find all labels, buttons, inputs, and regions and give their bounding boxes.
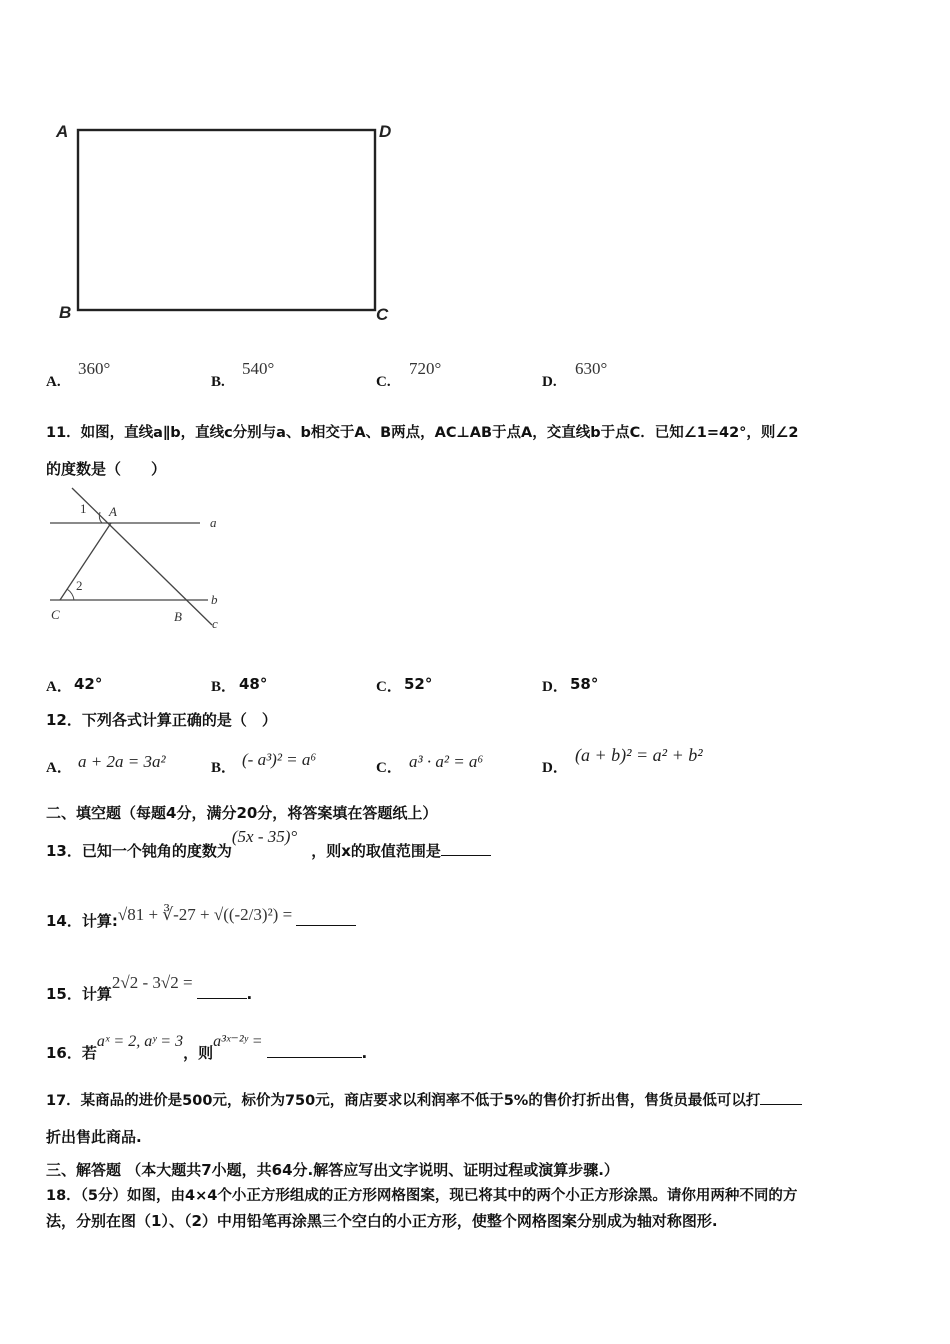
label-line-b: b [211, 592, 218, 607]
q13-prefix: 13．已知一个钝角的度数为 [46, 842, 232, 860]
label-line-c: c [212, 616, 218, 631]
section-3-title: 三、解答题 （本大题共7小题，共64分.解答应写出文字说明、证明过程或演算步骤.） [46, 1161, 619, 1179]
q10-option-b-letter: B. [211, 374, 225, 390]
q12-option-c-letter: C． [376, 760, 402, 776]
q15-prefix: 15．计算 [46, 985, 112, 1003]
parallel-lines-figure [40, 485, 240, 635]
q14-prefix: 14．计算: [46, 912, 118, 930]
label-point-c: C [51, 607, 60, 622]
q16-suffix: . [361, 1044, 368, 1062]
q11-option-b-value: 48° [239, 675, 268, 693]
q14-expr: √81 + ∛-27 + √((-2/3)²) = [117, 905, 293, 924]
q15-suffix: . [246, 985, 253, 1003]
q11-option-a-value: 42° [74, 675, 103, 693]
rectangle-figure [50, 115, 410, 330]
q11-option-b-letter: B． [211, 679, 237, 695]
q10-option-c-value: 720° [409, 359, 442, 378]
label-line-a: a [210, 515, 217, 530]
q16-answer-blank[interactable] [267, 1057, 362, 1058]
q16 [46, 1030, 368, 1062]
q10-option-d-value: 630° [575, 359, 608, 378]
q13-answer-blank[interactable] [441, 855, 491, 856]
q12-option-b-expr: (- a³)² = a⁶ [242, 750, 317, 769]
label-angle-1: 1 [80, 501, 87, 516]
q17-text-line1: 17．某商品的进价是500元，标价为750元，商店要求以利润率不低于5%的售价打折出售，售货员最低可以打 [46, 1093, 761, 1109]
q12-option-a-expr: a + 2a = 3a² [78, 752, 166, 771]
q11-option-c-value: 52° [404, 675, 433, 693]
q10-option-b-value: 540° [242, 359, 275, 378]
q12-option-a-letter: A． [46, 760, 72, 776]
q13-suffix: ，则x的取值范围是 [311, 842, 441, 860]
q11-stem-line2: 的度数是（ ） [46, 460, 167, 478]
q16-expr1: aˣ = 2, aʸ = 3 [96, 1033, 184, 1050]
q11-option-d-value: 58° [570, 675, 599, 693]
rectangle-abcd [78, 130, 375, 310]
q11-stem-line1: 11．如图，直线a∥b，直线c分别与a、b相交于A、B两点，AC⊥AB于点A，交直线b于点C．已知∠1=42°，则∠2 [46, 425, 799, 441]
label-d: D [379, 122, 392, 141]
q10-option-d-letter: D. [542, 374, 557, 390]
q17-line2: 折出售此商品. [46, 1128, 142, 1146]
q12-stem: 12．下列各式计算正确的是（ ） [46, 711, 277, 729]
label-angle-2: 2 [76, 578, 83, 593]
angle-2-arc [67, 589, 74, 600]
q12-option-d-expr: (a + b)² = a² + b² [575, 745, 703, 765]
q16-middle: ，则 [183, 1044, 214, 1062]
q15 [46, 972, 253, 1003]
label-c: C [376, 305, 389, 324]
q12-option-d-letter: D． [542, 760, 568, 776]
q12-option-b-letter: B． [211, 760, 237, 776]
q16-prefix: 16．若 [46, 1044, 97, 1062]
q17-line1 [46, 1089, 802, 1110]
q12-option-c-expr: a³ · a² = a⁶ [409, 752, 484, 771]
section-2-title: 二、填空题（每题4分，满分20分，将答案填在答题纸上） [46, 804, 438, 822]
label-point-b: B [174, 609, 182, 624]
label-point-a: A [109, 504, 117, 519]
q15-answer-blank[interactable] [197, 998, 247, 999]
q18-line1: 18．（5分）如图，由4×4个小正方形组成的正方形网格图案，现已将其中的两个小正方形涂黑。请你用两种不同的方 [46, 1188, 798, 1204]
q11-option-c-letter: C． [376, 679, 402, 695]
q13 [46, 826, 491, 860]
q14 [46, 896, 356, 930]
label-b: B [59, 303, 72, 322]
q15-expr: 2√2 - 3√2 = [111, 973, 193, 992]
segment-ac [60, 523, 111, 600]
q11-option-a-letter: A． [46, 679, 72, 695]
q17-answer-blank[interactable] [760, 1104, 802, 1105]
q11-option-d-letter: D． [542, 679, 568, 695]
q16-expr2: a³ˣ⁻²ʸ = [213, 1033, 263, 1050]
q14-answer-blank[interactable] [296, 925, 356, 926]
q10-option-a-letter: A. [46, 374, 61, 390]
line-c [72, 488, 212, 625]
q10-option-a-value: 360° [78, 359, 111, 378]
q10-option-c-letter: C. [376, 374, 391, 390]
q18-line2: 法，分别在图（1）、（2）中用铅笔再涂黑三个空白的小正方形，使整个网格图案分别成为轴对称图形. [46, 1212, 718, 1230]
q13-expr: (5x - 35)° [231, 827, 298, 846]
label-a: A [56, 122, 69, 141]
